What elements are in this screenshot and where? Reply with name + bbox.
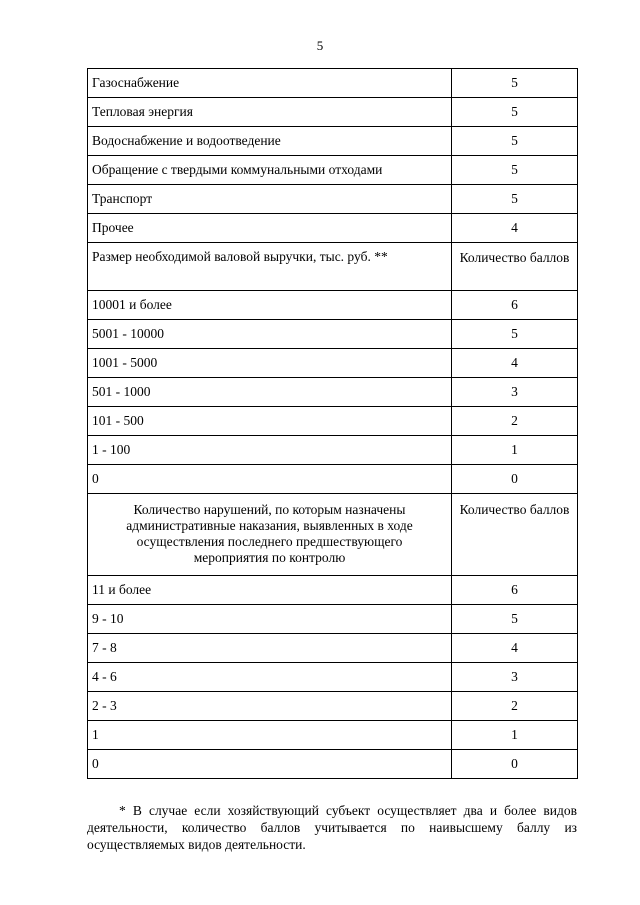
row-score: 5 (452, 98, 578, 127)
row-score: 4 (452, 634, 578, 663)
row-score: 2 (452, 692, 578, 721)
score-table (87, 68, 578, 779)
row-label: Прочее (88, 214, 452, 243)
row-label: 11 и более (88, 576, 452, 605)
row-score: 1 (452, 721, 578, 750)
revenue-header-row (88, 243, 578, 291)
row-label: 5001 - 10000 (88, 320, 452, 349)
row-score: 4 (452, 349, 578, 378)
table-row (88, 605, 578, 634)
table-row (88, 407, 578, 436)
table-row (88, 291, 578, 320)
table-row (88, 576, 578, 605)
violations-header-score: Количество баллов (452, 494, 578, 576)
table-row (88, 127, 578, 156)
table-row (88, 156, 578, 185)
revenue-header-label: Размер необходимой валовой выручки, тыс. руб. ** (88, 243, 452, 291)
table-row (88, 663, 578, 692)
row-score: 1 (452, 436, 578, 465)
table-row (88, 98, 578, 127)
row-label: 0 (88, 750, 452, 779)
row-label: 9 - 10 (88, 605, 452, 634)
row-score: 6 (452, 291, 578, 320)
row-label: 1 (88, 721, 452, 750)
page-number: 5 (316, 38, 324, 53)
table-row (88, 692, 578, 721)
row-label: 2 - 3 (88, 692, 452, 721)
row-label: Газоснабжение (88, 69, 452, 98)
row-score: 3 (452, 663, 578, 692)
row-score: 0 (452, 750, 578, 779)
row-label: 1001 - 5000 (88, 349, 452, 378)
table-row (88, 69, 578, 98)
row-label: Тепловая энергия (88, 98, 452, 127)
row-label: Обращение с твердыми коммунальными отходами (88, 156, 452, 185)
row-label: Водоснабжение и водоотведение (88, 127, 452, 156)
table-row (88, 634, 578, 663)
table-row (88, 436, 578, 465)
row-label: 101 - 500 (88, 407, 452, 436)
row-score: 5 (452, 127, 578, 156)
row-score: 6 (452, 576, 578, 605)
row-score: 5 (452, 69, 578, 98)
violations-header-label: Количество нарушений, по которым назначены административные наказания, выявленных в ходе осуществления последнего предшествующего мероприятия по контролю (88, 494, 452, 576)
row-label: 501 - 1000 (88, 378, 452, 407)
table-row (88, 378, 578, 407)
table-row (88, 465, 578, 494)
table-row (88, 320, 578, 349)
row-label: 0 (88, 465, 452, 494)
row-label: 4 - 6 (88, 663, 452, 692)
row-label: 1 - 100 (88, 436, 452, 465)
row-label: 7 - 8 (88, 634, 452, 663)
row-score: 5 (452, 185, 578, 214)
row-score: 5 (452, 320, 578, 349)
revenue-header-score: Количество баллов (452, 243, 578, 291)
row-score: 2 (452, 407, 578, 436)
table-row (88, 214, 578, 243)
row-score: 0 (452, 465, 578, 494)
row-score: 5 (452, 156, 578, 185)
violations-header-row (88, 494, 578, 576)
row-score: 5 (452, 605, 578, 634)
table-row (88, 185, 578, 214)
row-label: Транспорт (88, 185, 452, 214)
table-row (88, 721, 578, 750)
row-score: 3 (452, 378, 578, 407)
row-score: 4 (452, 214, 578, 243)
table-row (88, 349, 578, 378)
footnote: * В случае если хозяйствующий субъект осуществляет два и более видов деятельности, количество баллов учитывается по наивысшему баллу из осуществляемых видов деятельности. (87, 802, 577, 852)
row-label: 10001 и более (88, 291, 452, 320)
table-row (88, 750, 578, 779)
